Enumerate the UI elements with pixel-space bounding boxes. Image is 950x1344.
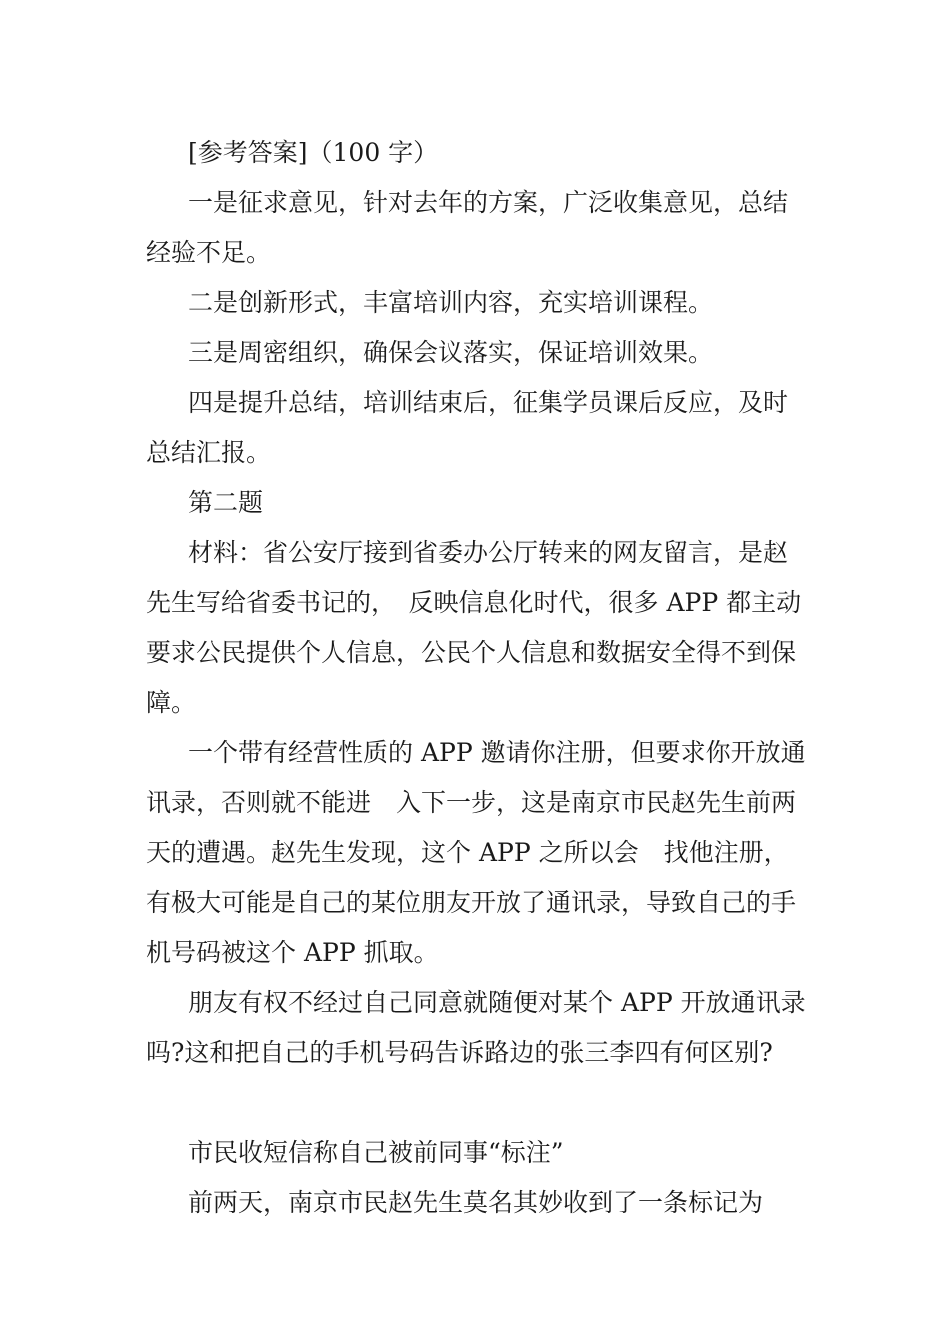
answer-heading: [参考答案]（100 字） <box>188 138 439 167</box>
answer-point-3: 三是周密组织，确保会议落实，保证培训效果。 <box>188 338 714 367</box>
answer-point-4: 四是提升总结，培训结束后，征集学员课后反应，及时总结汇报。 <box>146 388 789 467</box>
document-body <box>146 128 811 1228</box>
answer-point-1: 一是征求意见，针对去年的方案，广泛收集意见，总结经验不足。 <box>146 188 789 267</box>
question-title: 第二题 <box>188 488 264 517</box>
answer-point-2: 二是创新形式，丰富培训内容，充实培训课程。 <box>188 288 714 317</box>
blank-line <box>146 1078 811 1128</box>
news-subheading: 市民收短信称自己被前同事“标注” <box>188 1138 564 1167</box>
material-question: 朋友有权不经过自己同意就随便对某个 APP 开放通讯录吗?这和把自己的手机号码告诉路边的张三李四有何区别? <box>146 988 806 1067</box>
material-intro: 材料：省公安厅接到省委办公厅转来的网友留言，是赵先生写给省委书记的， 反映信息化时代，很多 APP 都主动要求公民提供个人信息，公民个人信息和数据安全得不到保障。 <box>146 538 802 717</box>
material-paragraph: 一个带有经营性质的 APP 邀请你注册，但要求你开放通讯录，否则就不能进 入下一步，这是南京市民赵先生前两天的遭遇。赵先生发现，这个 APP 之所以会 找他注册，有极大可能是自己的某位朋友开放了通讯录，导致自己的手机号码被这个 APP 抓取。 <box>146 738 806 967</box>
news-paragraph: 前两天，南京市民赵先生莫名其妙收到了一条标记为 <box>188 1188 764 1217</box>
